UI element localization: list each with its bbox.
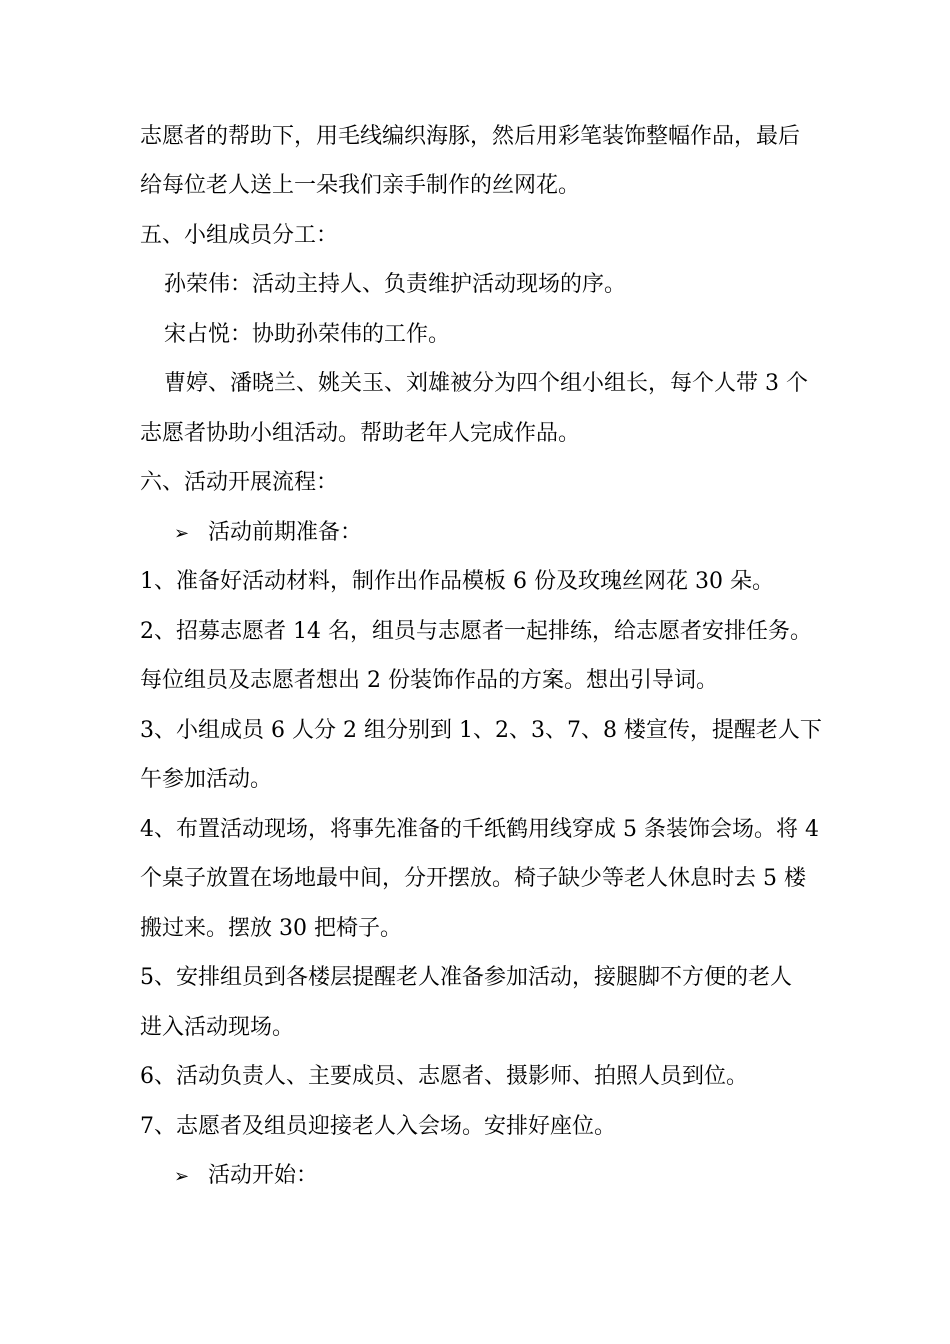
bullet-item-label: 活动开始： (208, 1163, 319, 1188)
paragraph-line: 进入活动现场。 (140, 1015, 295, 1040)
numbered-item: 1、准备好活动材料，制作出作品模板 6 份及玫瑰丝网花 30 朵。 (140, 569, 774, 594)
numbered-item: 5、安排组员到各楼层提醒老人准备参加活动，接腿脚不方便的老人 (140, 965, 792, 990)
paragraph-line: 搬过来。摆放 30 把椅子。 (140, 916, 402, 941)
arrow-bullet-icon: ➢ (174, 1166, 190, 1187)
numbered-item: 4、布置活动现场，将事先准备的千纸鹤用线穿成 5 条装饰会场。将 4 (140, 817, 819, 842)
paragraph-line: 志愿者的帮助下，用毛线编织海豚，然后用彩笔装饰整幅作品，最后 (140, 124, 801, 149)
paragraph-line: 个桌子放置在场地最中间，分开摆放。椅子缺少等老人休息时去 5 楼 (140, 866, 806, 891)
numbered-item: 3、小组成员 6 人分 2 组分别到 1、2、3、7、8 楼宣传，提醒老人下 (140, 718, 822, 743)
section-heading: 五、小组成员分工： (140, 223, 339, 248)
paragraph-line: 给每位老人送上一朵我们亲手制作的丝网花。 (140, 173, 581, 198)
numbered-item: 2、招募志愿者 14 名，组员与志愿者一起排练，给志愿者安排任务。 (140, 619, 812, 644)
numbered-item: 7、志愿者及组员迎接老人入会场。安排好座位。 (140, 1114, 616, 1139)
bullet-item (174, 518, 362, 548)
paragraph-line: 每位组员及志愿者想出 2 份装饰作品的方案。想出引导词。 (140, 668, 718, 693)
member-role-line: 孙荣伟：活动主持人、负责维护活动现场的序。 (164, 272, 627, 297)
bullet-item-label: 活动前期准备： (208, 520, 363, 545)
paragraph-line: 志愿者协助小组活动。帮助老年人完成作品。 (140, 421, 581, 446)
section-heading: 六、活动开展流程： (140, 470, 339, 495)
member-role-line: 曹婷、潘晓兰、姚关玉、刘雄被分为四个组小组长，每个人带 3 个 (164, 371, 808, 396)
member-role-line: 宋占悦：协助孙荣伟的工作。 (164, 322, 451, 347)
numbered-item: 6、活动负责人、主要成员、志愿者、摄影师、拍照人员到位。 (140, 1064, 748, 1089)
arrow-bullet-icon: ➢ (174, 523, 190, 544)
bullet-item (174, 1161, 318, 1191)
paragraph-line: 午参加活动。 (140, 767, 273, 792)
